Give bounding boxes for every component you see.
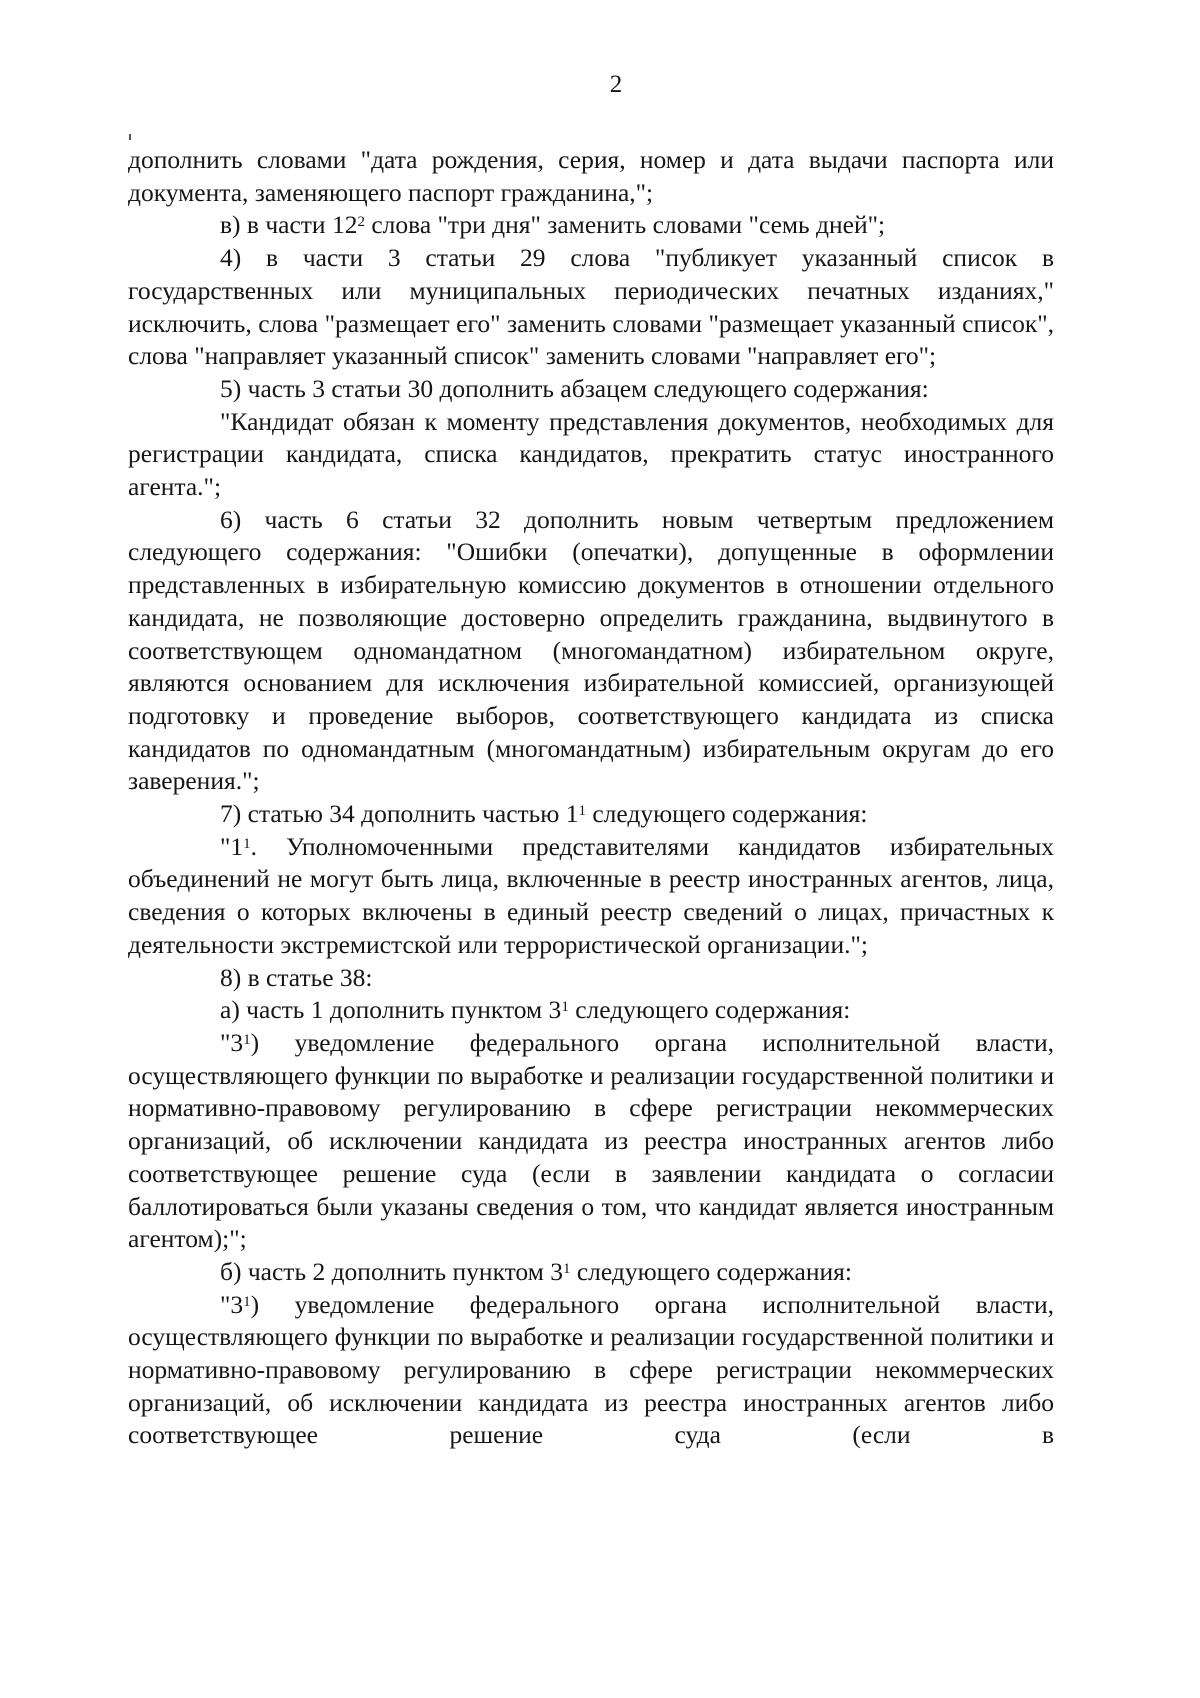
paragraph <box>128 504 1054 798</box>
text-run: 5) часть 3 статьи 30 дополнить абзацем следующего содержания: <box>220 373 929 403</box>
paragraph <box>128 209 1054 242</box>
text-run: следующего содержания: <box>585 799 868 829</box>
text-run: дополнить словами "дата рождения, серия, номер и дата выдачи паспорта или документа, заменяющего паспорт гражданина,"; <box>128 145 1054 207</box>
text-run: 4) в части 3 статьи 29 слова "публикует указанный список в государственных или муниципальных периодических печатных изданиях," исключить, слова "размещает его" заменить словами "размещает указанный список", слова "направляет указанный список" заменить словами "направляет его"; <box>128 243 1054 371</box>
paragraph <box>128 242 1054 373</box>
document-body <box>128 144 1054 1452</box>
paragraph <box>128 373 1054 406</box>
text-run: ) уведомление федерального органа исполнительной власти, осуществляющего функции по выработке и реализации государственной политики и нормативно-правовому регулированию в сфере регистрации некоммерческих организаций, об исключении кандидата из реестра иностранных агентов либо соответствующее решение суда (если в <box>128 1289 1054 1450</box>
text-run: б) часть 2 дополнить пунктом 3 <box>220 1256 563 1286</box>
paragraph <box>128 1256 1054 1289</box>
paragraph <box>128 798 1054 831</box>
text-run: "3 <box>220 1289 244 1319</box>
text-run: следующего содержания: <box>570 1256 852 1286</box>
text-run: ) уведомление федерального органа исполнительной власти, осуществляющего функции по выработке и реализации государственной политики и нормативно-правовому регулированию в сфере регистрации некоммерческих организаций, об исключении кандидата из реестра иностранных агентов либо соответствующее решение суда (если в заявлении кандидата о согласии баллотироваться были указаны сведения о том, что кандидат является иностранным агентом);"; <box>128 1027 1054 1254</box>
text-run: "Кандидат обязан к моменту представления документов, необходимых для регистрации кандидата, списка кандидатов, прекратить статус иностранного агента."; <box>128 406 1054 502</box>
text-run: слова "три дня" заменить словами "семь дней"; <box>364 210 886 240</box>
text-run: следующего содержания: <box>568 995 851 1025</box>
text-run: 6) часть 6 статьи 32 дополнить новым четвертым предложением следующего содержания: "Ошибки (опечатки), допущенные в оформлении представленных в избирательную комиссию документов в отношении отдельного кандидата, не позволяющие достоверно определить гражданина, выдвинутого в соответствующем одномандатном (многомандатном) избирательном округе, являются основанием для исключения избирательной комиссией, организующей подготовку и проведение выборов, соответствующего кандидата из списка кандидатов по одномандатным (многомандатным) избирательным округам до его заверения."; <box>128 504 1054 796</box>
text-run: в) в части 12 <box>220 210 358 240</box>
text-run: . Уполномоченными представителями кандидатов избирательных объединений не могут быть лица, включенные в реестр иностранных агентов, лица, сведения о которых включены в единый реестр сведений о лицах, причастных к деятельности экстремистской или террористической организации."; <box>128 831 1054 959</box>
paragraph <box>128 1027 1054 1256</box>
superscript: 1 <box>243 1293 251 1310</box>
page-number: 2 <box>609 71 623 98</box>
superscript: 1 <box>243 1031 251 1048</box>
paragraph <box>128 994 1054 1027</box>
superscript: 1 <box>562 1260 571 1277</box>
superscript: 1 <box>578 803 586 820</box>
text-run: "3 <box>220 1027 244 1057</box>
superscript: 1 <box>561 999 569 1016</box>
paragraph <box>128 406 1054 504</box>
paragraph <box>128 962 1054 995</box>
text-run: 7) статью 34 дополнить частью 1 <box>220 799 579 829</box>
superscript: 2 <box>357 214 365 231</box>
text-run: "1 <box>220 831 244 861</box>
text-run: а) часть 1 дополнить пунктом 3 <box>220 995 562 1025</box>
text-run: 8) в статье 38: <box>220 962 373 992</box>
paragraph <box>128 831 1054 962</box>
scan-artifact-mark <box>129 134 131 140</box>
paragraph <box>128 144 1054 209</box>
paragraph <box>128 1289 1054 1453</box>
superscript: 1 <box>243 835 251 852</box>
